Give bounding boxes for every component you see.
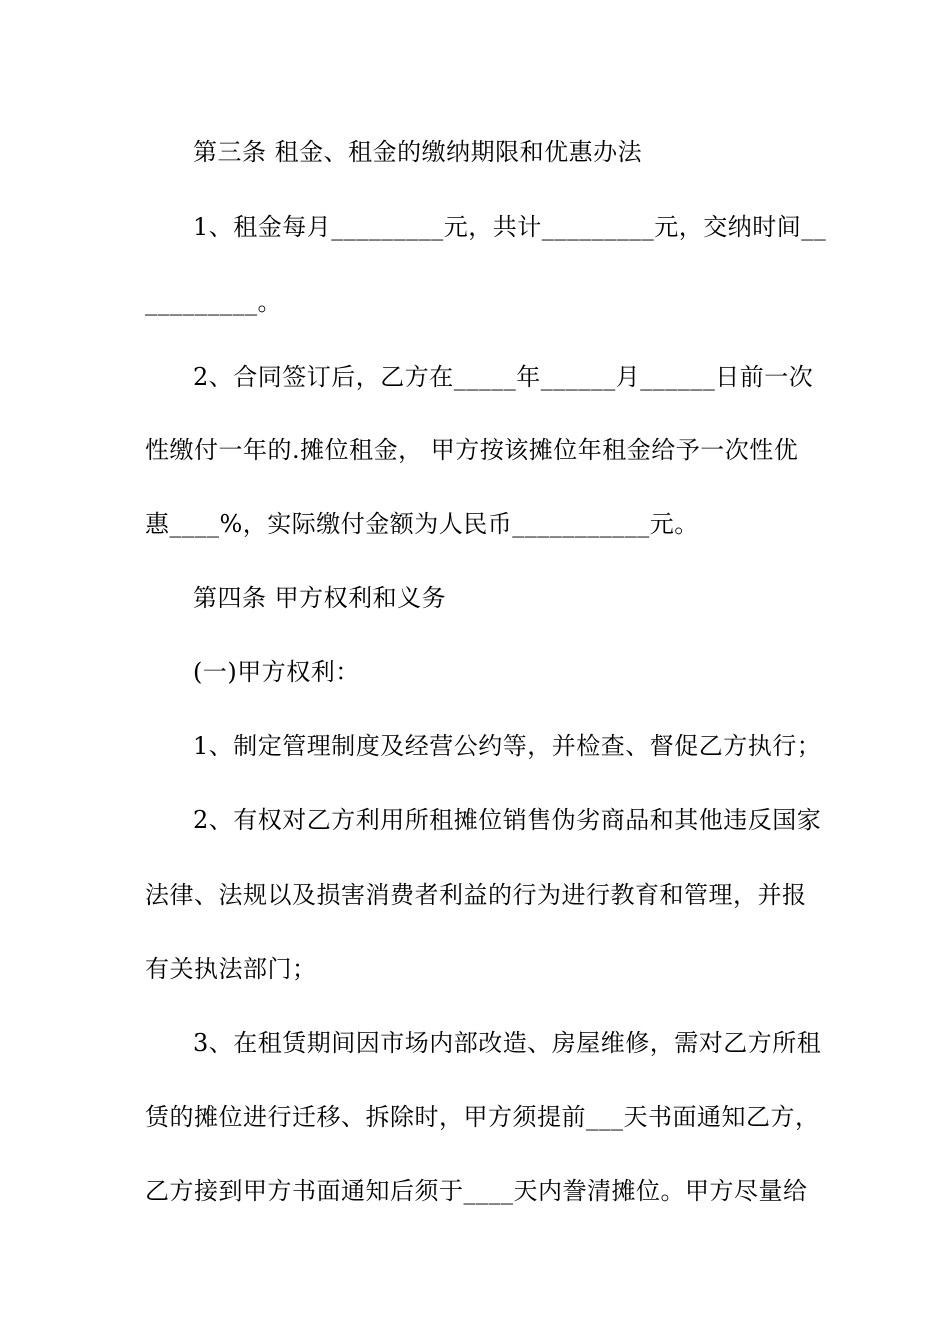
- paragraph-line: 1、租金每月_________元，共计_________元，交纳时间__: [193, 213, 827, 241]
- paragraph-line: 有关执法部门；: [145, 955, 317, 983]
- article-4-heading: 第四条 甲方权利和义务: [193, 584, 447, 612]
- section-heading: (一)甲方权利：: [193, 658, 360, 686]
- paragraph-line: 乙方接到甲方书面通知后须于____天内誊清摊位。甲方尽量给: [145, 1177, 808, 1205]
- paragraph-line: 惠____%，实际缴付金额为人民币___________元。: [145, 510, 699, 538]
- paragraph-line: _________。: [145, 288, 282, 316]
- paragraph-line: 性缴付一年的.摊位租金， 甲方按该摊位年租金给予一次性优: [145, 436, 799, 464]
- article-3-heading: 第三条 租金、租金的缴纳期限和优惠办法: [193, 138, 643, 166]
- paragraph-line: 1、制定管理制度及经营公约等，并检查、督促乙方执行；: [193, 732, 822, 760]
- paragraph-line: 2、合同签订后，乙方在_____年______月______日前一次: [193, 363, 814, 391]
- paragraph-line: 3、在租赁期间因市场内部改造、房屋维修，需对乙方所租: [193, 1029, 822, 1057]
- paragraph-line: 2、有权对乙方利用所租摊位销售伪劣商品和其他违反国家: [193, 806, 822, 834]
- paragraph-line: 赁的摊位进行迁移、拆除时，甲方须提前___天书面通知乙方，: [145, 1103, 820, 1131]
- paragraph-line: 法律、法规以及损害消费者利益的行为进行教育和管理，并报: [145, 881, 807, 909]
